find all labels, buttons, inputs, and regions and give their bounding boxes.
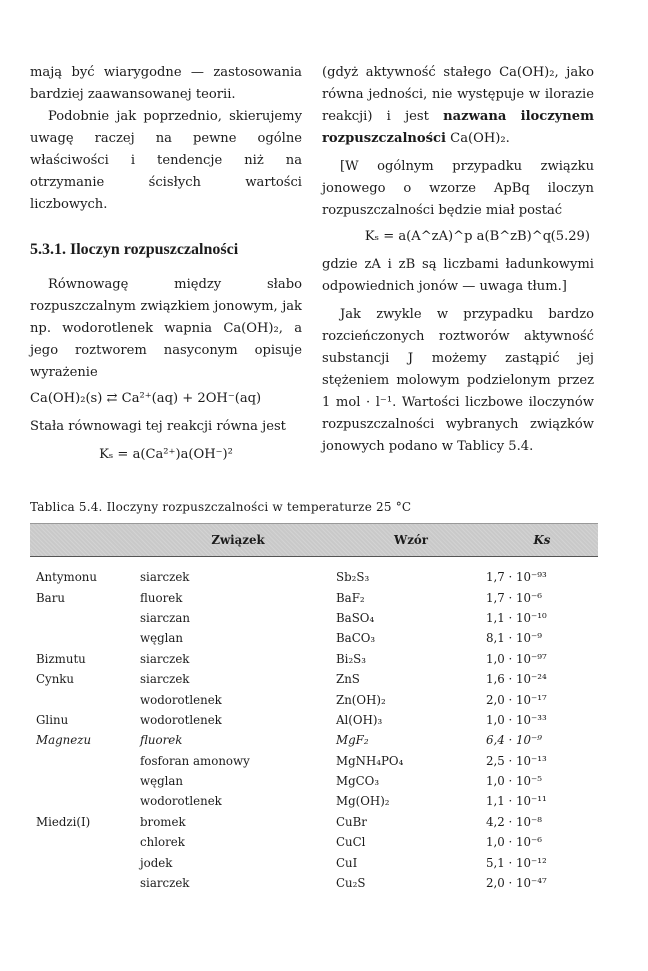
table-row <box>30 649 598 669</box>
metal-cell: Miedzi(I) <box>36 814 91 829</box>
table-row <box>30 730 598 750</box>
ks-equation: Kₛ = a(Ca²⁺)a(OH⁻)² <box>99 447 233 462</box>
formula-cell: CuI <box>336 855 358 870</box>
table-row <box>30 567 598 587</box>
ks-cell: 1,6 · 10⁻²⁴ <box>486 672 547 687</box>
general-equation: Kₛ = a(A^zA)^p a(B^zB)^q <box>364 229 552 244</box>
term-solubility-product: iloczynem rozpuszczalności <box>322 109 594 146</box>
paragraph-solubility-product-text: (gdyż aktywność stałego Ca(OH)₂, jako równa jedności, nie występuje w ilorazie reakcji) i jest <box>322 65 594 124</box>
header-formula: Wzór <box>393 533 429 547</box>
paragraph-equilibrium <box>30 274 302 384</box>
table-row <box>30 832 598 852</box>
ks-cell: 1,7 · 10⁻⁹³ <box>486 570 547 585</box>
compound-cell: fluorek <box>140 590 183 605</box>
compound-cell: fluorek <box>140 733 183 748</box>
table-row <box>30 628 598 648</box>
ks-cell: 6,4 · 10⁻⁹ <box>486 733 542 748</box>
compound-cell: fosforan amonowy <box>140 753 250 768</box>
formula-cell: MgCO₃ <box>336 774 380 789</box>
formula-cell: Cu₂S <box>336 876 366 891</box>
paragraph-dilute-solutions: Jak zwykle w przypadku bardzo rozcieńczonych roztworów aktywność substancji J możemy zastąpić jej stężeniem molowym podzielonym przez 1 mol · l⁻¹. Wartości liczbowe iloczynów rozpuszczalności wybranych związków jonowych podano w Tablicy 5.4. <box>322 307 594 454</box>
paragraph-equilibrium-text: Równowagę między słabo rozpuszczalnym związkiem jonowym, jak np. wodorotlenek wapnia <box>30 277 302 336</box>
compound-cell: węglan <box>140 774 184 789</box>
formula-cell: Mg(OH)₂ <box>336 794 390 809</box>
compound-cell: chlorek <box>140 835 185 850</box>
formula-cell: BaSO₄ <box>336 610 375 625</box>
table-row <box>30 608 598 628</box>
solubility-table <box>30 523 598 893</box>
formula-cell: ZnS <box>336 672 360 687</box>
table-body <box>30 557 598 893</box>
formula-cell: MgNH₄PO₄ <box>336 753 404 768</box>
header-ks: Ks <box>533 533 551 547</box>
table-row <box>30 791 598 811</box>
formula-cell: BaF₂ <box>336 590 365 605</box>
compound-cell: węglan <box>140 631 184 646</box>
compound-cell: jodek <box>140 855 173 870</box>
formula-cell: CuCl <box>336 835 366 850</box>
ks-cell: 1,7 · 10⁻⁶ <box>486 590 542 605</box>
paragraph-continuation: mają być wiarygodne — zastosowania bardziej zaawansowanej teorii. <box>30 65 302 102</box>
metal-cell: Glinu <box>36 712 69 727</box>
header-compound: Związek <box>211 533 265 547</box>
paragraph-equilibrium-formula: Ca(OH)₂ <box>223 321 279 336</box>
ks-cell: 2,0 · 10⁻⁴⁷ <box>486 876 547 891</box>
table-row <box>30 771 598 791</box>
formula-cell: CuBr <box>336 814 367 829</box>
solubility-product-formula: Ca(OH)₂. <box>450 131 510 146</box>
term-lead: nazwana <box>443 109 507 124</box>
ks-cell: 1,1 · 10⁻¹⁰ <box>486 610 547 625</box>
compound-cell: wodorotlenek <box>140 692 222 707</box>
formula-cell: BaCO₃ <box>336 631 376 646</box>
table-row <box>30 852 598 872</box>
ks-cell: 2,5 · 10⁻¹³ <box>486 753 547 768</box>
metal-cell: Magnezu <box>36 733 92 748</box>
equation-number: (5.29) <box>550 229 590 244</box>
compound-cell: siarczek <box>140 651 190 666</box>
compound-cell: wodorotlenek <box>140 794 222 809</box>
compound-cell: siarczek <box>140 876 190 891</box>
compound-cell: bromek <box>140 814 186 829</box>
table-row <box>30 587 598 607</box>
table-row <box>30 669 598 689</box>
formula-cell: Al(OH)₃ <box>336 712 383 727</box>
table-row <box>30 812 598 832</box>
paragraph-solubility-product <box>322 62 594 150</box>
metal-cell: Cynku <box>36 672 75 687</box>
table-header <box>30 523 598 557</box>
paragraph-general-case: [W ogólnym przypadku związku jonowego o wzorze ApBq iloczyn rozpuszczalności będzie miał postać <box>322 159 594 218</box>
formula-cell: MgF₂ <box>336 733 369 748</box>
compound-cell: siarczan <box>140 610 190 625</box>
section-heading: 5.3.1. Iloczyn rozpuszczalności <box>30 241 239 258</box>
table-row <box>30 873 598 893</box>
ks-cell: 5,1 · 10⁻¹² <box>486 855 547 870</box>
compound-cell: siarczek <box>140 570 190 585</box>
ks-cell: 2,0 · 10⁻¹⁷ <box>486 692 547 707</box>
table-row <box>30 710 598 730</box>
metal-cell: Baru <box>36 590 65 605</box>
paragraph-equilibrium-tail: , a jego roztworem nasyconym opisuje wyrażenie <box>30 321 303 380</box>
ks-cell: 1,0 · 10⁻⁵ <box>486 774 542 789</box>
ks-cell: 8,1 · 10⁻⁹ <box>486 631 542 646</box>
metal-cell: Bizmutu <box>36 651 86 666</box>
metal-cell: Antymonu <box>36 570 98 585</box>
ks-cell: 1,1 · 10⁻¹¹ <box>486 794 547 809</box>
paragraph-equilibrium-constant: Stała równowagi tej reakcji równa jest <box>30 419 286 434</box>
paragraph-general-properties: Podobnie jak poprzednio, skierujemy uwagę raczej na pewne ogólne właściwości i tendencje niż na otrzymanie ścisłych wartości liczbowych. <box>30 109 302 212</box>
right-column <box>322 62 594 458</box>
formula-cell: Sb₂S₃ <box>336 570 370 585</box>
paragraph-charge-numbers: gdzie zA i zB są liczbami ładunkowymi odpowiednich jonów — uwaga tłum.] <box>322 257 594 294</box>
ks-cell: 1,0 · 10⁻³³ <box>486 712 547 727</box>
reaction-equation: Ca(OH)₂(s) ⇄ Ca²⁺(aq) + 2OH⁻(aq) <box>30 391 262 406</box>
ks-cell: 4,2 · 10⁻⁸ <box>486 814 542 829</box>
table-row <box>30 689 598 709</box>
table-caption: Tablica 5.4. Iloczyny rozpuszczalności w temperaturze 25 °C <box>30 500 412 514</box>
compound-cell: siarczek <box>140 672 190 687</box>
left-column <box>30 62 302 472</box>
table-row <box>30 751 598 771</box>
compound-cell: wodorotlenek <box>140 712 222 727</box>
ks-cell: 1,0 · 10⁻⁶ <box>486 835 542 850</box>
formula-cell: Bi₂S₃ <box>336 651 366 666</box>
formula-cell: Zn(OH)₂ <box>336 692 386 707</box>
ks-cell: 1,0 · 10⁻⁹⁷ <box>486 651 547 666</box>
general-equation-line <box>322 226 594 248</box>
